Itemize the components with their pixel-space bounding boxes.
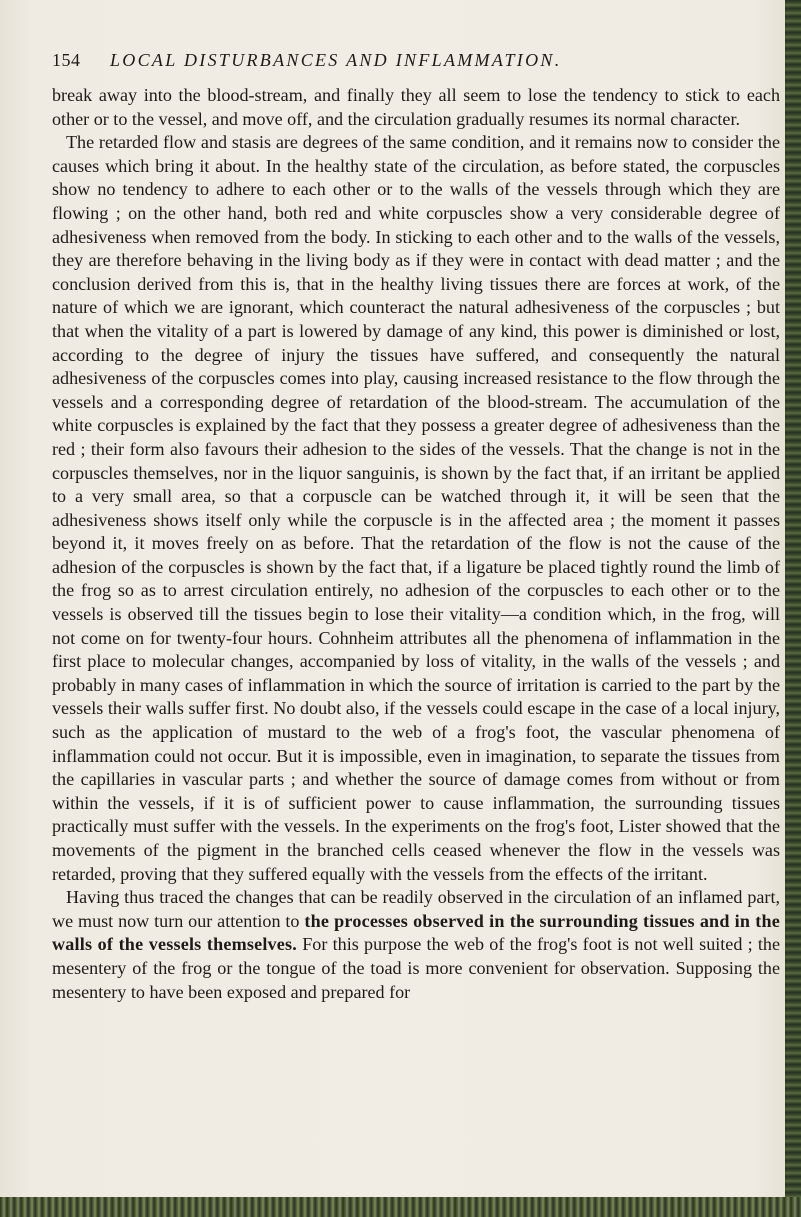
paragraph-text-after-bold: For this purpose the web of the frog's foot is not well suited ; the mesentery of the frog or the tongue of the toad is more convenient for observation. Supposing the mesentery to have been exposed and prepared for xyxy=(52,934,781,1002)
running-head xyxy=(52,50,772,78)
paragraph-retarded-flow: The retarded flow and stasis are degrees of the same condition, and it remains now to consider the causes which bring it about. In the healthy state of the circulation, as before stated, the corpuscles show no tendency to adhere to each other or to the walls of the vessels through which they are flowing ; on the other hand, both red and white corpuscles show a very considerable degree of adhesiveness when removed from the body. In sticking to each other and to the walls of the vessels, they are therefore behaving in the living body as if they were in contact with dead matter ; and the conclusion derived from this is, that in the healthy living tissues there are forces at work, of the nature of which we are ignorant, which counteract the natural adhesiveness of the corpuscles ; but that when the vitality of a part is lowered by damage of any kind, this power is diminished or lost, according to the degree of injury the tissues have suffered, and consequently the natural adhesiveness of the corpuscles comes into play, causing increased resistance to the flow through the vessels and a corresponding degree of retardation of the blood-stream. The accumulation of the white corpuscles is explained by the fact that they possess a greater degree of adhesiveness than the red ; their form also favours their adhesion to the sides of the vessels. That the change is not in the corpuscles themselves, nor in the liquor sanguinis, is shown by the fact that, if an irritant be applied to a very small area, so that a corpuscle can be watched through it, it will be seen that the adhesiveness shows itself only while the corpuscle is in the affected area ; the moment it passes beyond it, it moves freely on as before. That the retardation of the flow is not the cause of the adhesion of the corpuscles is shown by the fact that, if a ligature be placed tightly round the limb of the frog so as to arrest circulation entirely, no adhesion of the corpuscles to each other or to the vessels is observed till the tissues begin to lose their vitality—a condition which, in the frog, will not come on for twenty-four hours. Cohnheim attributes all the phenomena of inflammation in the first place to molecular changes, accompanied by loss of vitality, in the walls of the vessels ; and probably in many cases of inflammation in which the source of irritation is carried to the part by the vessels their walls suffer first. No doubt also, if the vessels could escape in the case of a local injury, such as the application of mustard to the web of a frog's foot, the vascular phenomena of inflammation could not occur. But it is impossible, even in imagination, to separate the tissues from the capillaries in vascular parts ; and whether the source of damage comes from without or from within the vessels, if it is of sufficient power to cause inflammation, the surrounding tissues practically must suffer with the vessels. In the experiments on the frog's foot, Lister showed that the movements of the pigment in the branched cells ceased whenever the flow in the vessels was retarded, proving that they suffered equally with the vessels from the effects of the irritant. xyxy=(52,132,780,884)
page-number: 154 xyxy=(52,50,81,70)
paragraph-continuation: break away into the blood-stream, and finally they all seem to lose the tendency to stick to each other or to the vessel, and move off, and the circulation gradually resumes its normal character. xyxy=(52,85,780,129)
running-title: LOCAL DISTURBANCES AND INFLAMMATION. xyxy=(110,50,562,70)
paragraph-tissue-processes xyxy=(52,886,780,1004)
bold-phrase: the processes observed in the surrounding tissues and in the walls of the vessels themselves. xyxy=(52,910,780,955)
paragraph-text-before-bold: Having thus traced the changes that can be readily observed in the circulation of an inflamed part, we must now turn our attention to xyxy=(52,887,780,931)
body-text xyxy=(52,84,780,1004)
book-spine-edge xyxy=(785,0,801,1217)
page-bottom-edge xyxy=(0,1197,801,1217)
